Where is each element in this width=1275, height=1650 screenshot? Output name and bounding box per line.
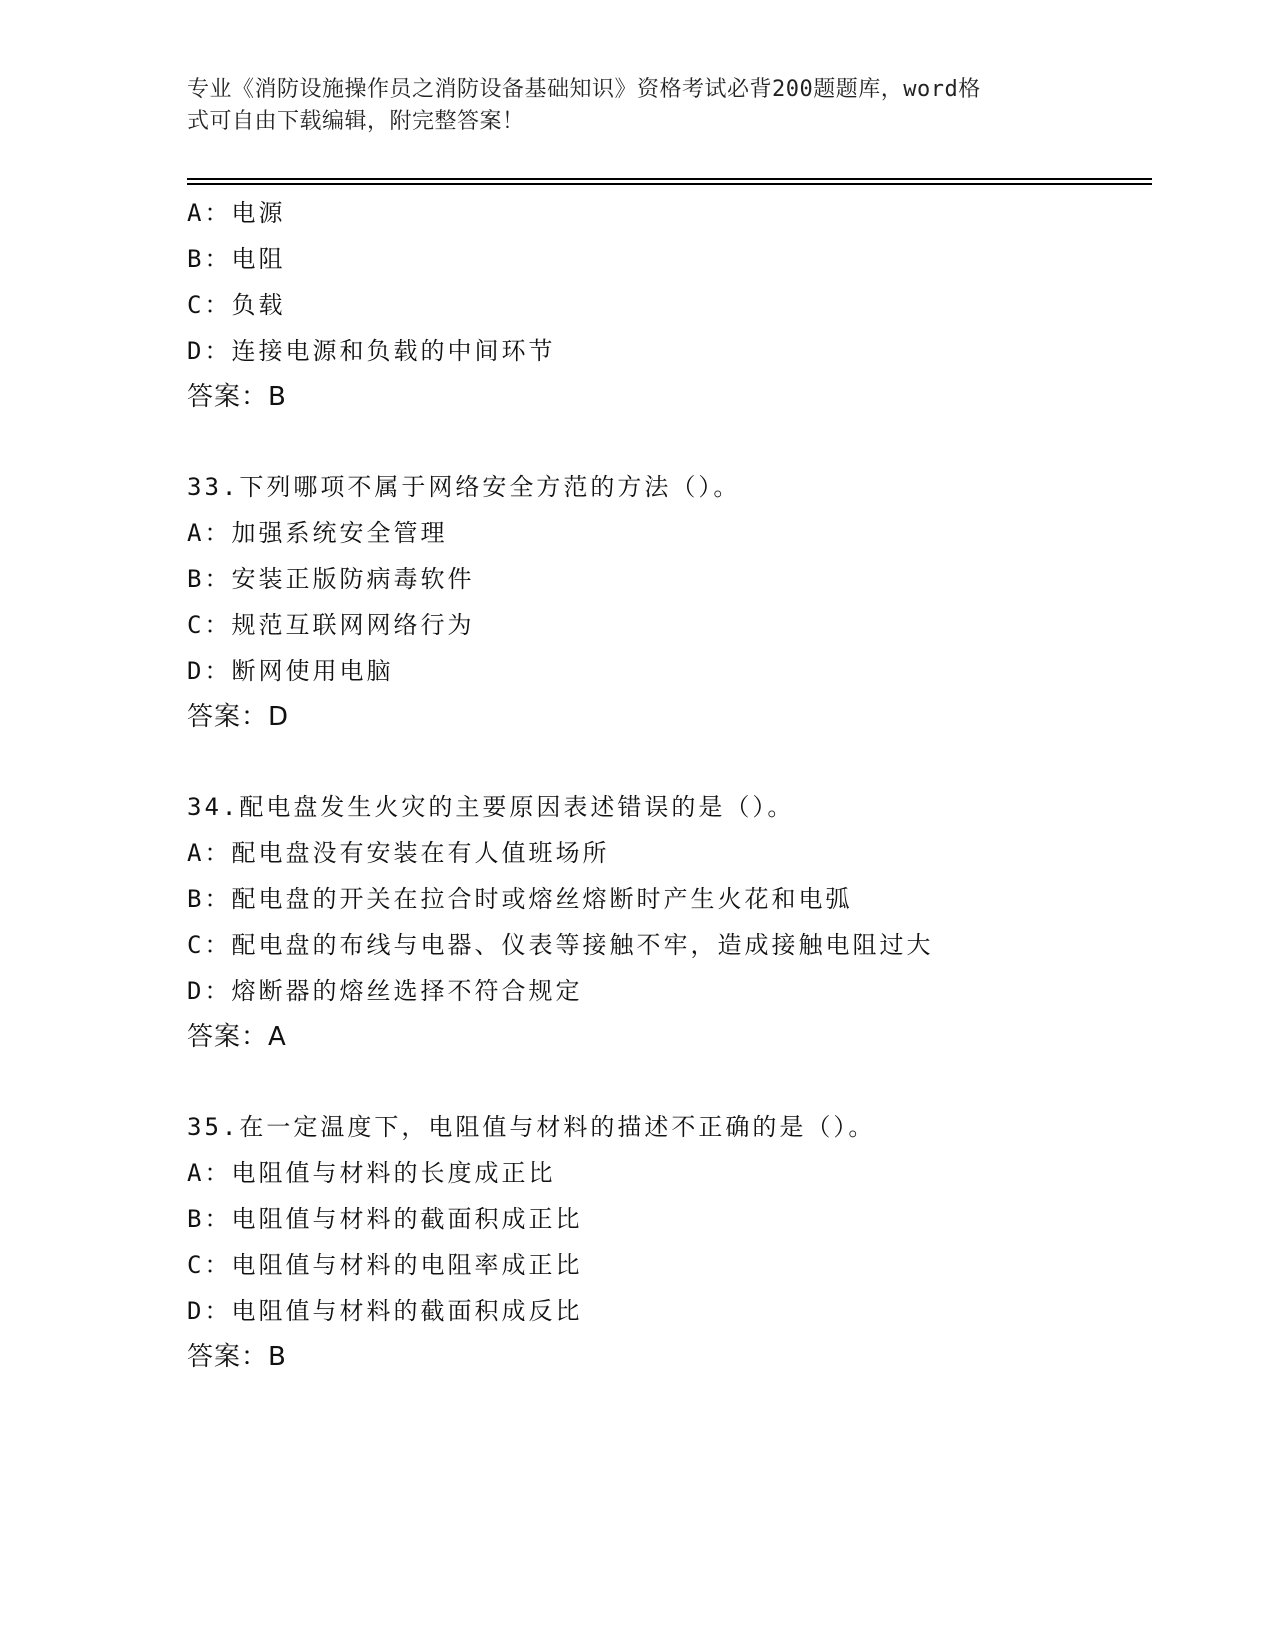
question-spacer — [187, 420, 1167, 464]
option-b: B：电阻值与材料的截面积成正比 — [187, 1205, 583, 1233]
question-stem: 33.下列哪项不属于网络安全方范的方法（）。 — [187, 473, 741, 501]
question-spacer — [187, 1060, 1167, 1104]
option-c: C：规范互联网网络行为 — [187, 611, 475, 639]
question-spacer — [187, 740, 1167, 784]
header-line-2: 式可自由下载编辑，附完整答案！ — [187, 109, 525, 134]
question-33 — [187, 464, 1167, 740]
question-list — [187, 190, 1167, 1380]
question-34 — [187, 784, 1167, 1060]
option-d: D：电阻值与材料的截面积成反比 — [187, 1297, 583, 1325]
option-b: B：配电盘的开关在拉合时或熔丝熔断时产生火花和电弧 — [187, 885, 853, 913]
option-d: D：连接电源和负载的中间环节 — [187, 337, 556, 365]
question-35 — [187, 1104, 1167, 1380]
option-c: C：电阻值与材料的电阻率成正比 — [187, 1251, 583, 1279]
option-b: B：安装正版防病毒软件 — [187, 565, 475, 593]
answer-line: 答案：B — [187, 382, 287, 412]
option-d: D：熔断器的熔丝选择不符合规定 — [187, 977, 583, 1005]
header-divider-top — [187, 178, 1152, 180]
header-divider-bottom — [187, 183, 1152, 185]
question-32-partial — [187, 190, 1167, 420]
answer-line: 答案：B — [187, 1342, 287, 1372]
answer-line: 答案：A — [187, 1022, 287, 1052]
option-a: A：电阻值与材料的长度成正比 — [187, 1159, 556, 1187]
option-d: D：断网使用电脑 — [187, 657, 394, 685]
option-b: B：电阻 — [187, 245, 286, 273]
header-line-1: 专业《消防设施操作员之消防设备基础知识》资格考试必背200题题库，word格 — [187, 77, 981, 102]
option-a: A：配电盘没有安装在有人值班场所 — [187, 839, 610, 867]
document-header — [187, 74, 1087, 138]
option-a: A：电源 — [187, 199, 286, 227]
answer-line: 答案：D — [187, 702, 290, 732]
question-stem: 35.在一定温度下，电阻值与材料的描述不正确的是（）。 — [187, 1113, 876, 1141]
option-a: A：加强系统安全管理 — [187, 519, 448, 547]
option-c: C：配电盘的布线与电器、仪表等接触不牢，造成接触电阻过大 — [187, 931, 934, 959]
option-c: C：负载 — [187, 291, 286, 319]
question-stem: 34.配电盘发生火灾的主要原因表述错误的是（）。 — [187, 793, 795, 821]
